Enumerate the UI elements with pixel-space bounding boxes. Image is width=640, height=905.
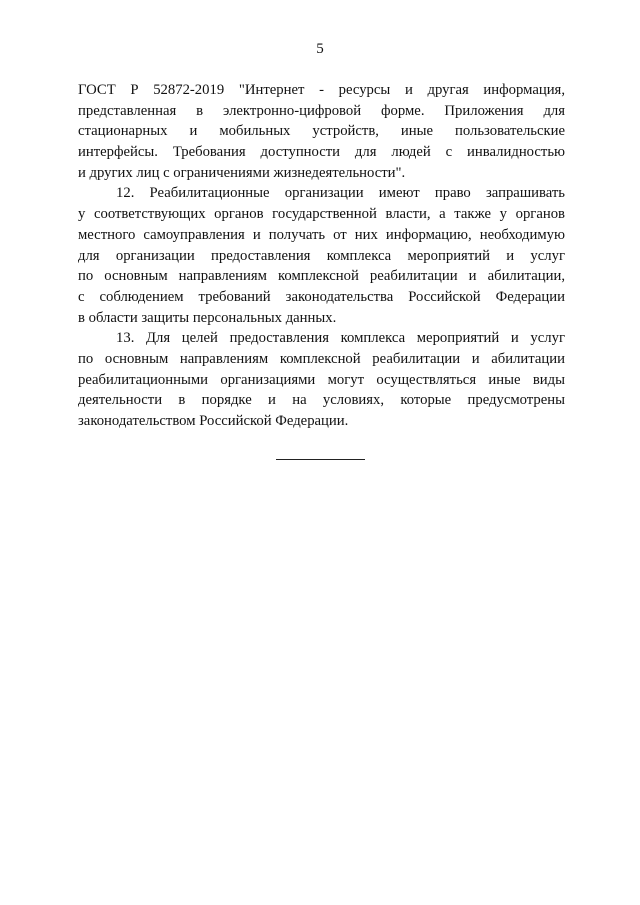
- text-line: в области защиты персональных данных.: [78, 309, 337, 326]
- paragraph-item-12: [78, 183, 565, 328]
- text-line: 12. Реабилитационные организации имеют право запрашивать: [116, 185, 565, 202]
- text-line: местного самоуправления и получать от них информацию, необходимую: [78, 226, 565, 243]
- text-line: законодательством Российской Федерации.: [78, 413, 349, 429]
- text-line: 13. Для целей предоставления комплекса мероприятий и услуг: [116, 330, 565, 347]
- text-line: и других лиц с ограничениями жизнедеятельности".: [78, 164, 406, 181]
- text-line: по основным направлениям комплексной реабилитации и абилитации,: [78, 268, 565, 285]
- text-line: у соответствующих органов государственной власти, а также у органов: [78, 206, 565, 223]
- text-line: по основным направлениям комплексной реабилитации и абилитации: [78, 350, 565, 367]
- paragraph-gost-continuation: [78, 80, 565, 183]
- end-of-document-rule: [276, 459, 365, 460]
- text-line: интерфейсы. Требования доступности для людей с инвалидностью: [78, 144, 565, 161]
- text-line: с соблюдением требований законодательства Российской Федерации: [78, 288, 565, 305]
- text-line: стационарных и мобильных устройств, иные пользовательские: [78, 123, 565, 140]
- document-body: [78, 80, 565, 432]
- text-line: деятельности в порядке и на условиях, которые предусмотрены: [78, 392, 565, 409]
- page-number: 5: [316, 41, 324, 57]
- text-line: ГОСТ Р 52872-2019 "Интернет - ресурсы и другая информация,: [78, 82, 565, 98]
- paragraph-item-13: [78, 328, 565, 431]
- text-line: для организации предоставления комплекса мероприятий и услуг: [78, 247, 565, 264]
- text-line: реабилитационными организациями могут осуществляться иные виды: [78, 371, 565, 388]
- text-line: представленная в электронно-цифровой форме. Приложения для: [78, 102, 565, 119]
